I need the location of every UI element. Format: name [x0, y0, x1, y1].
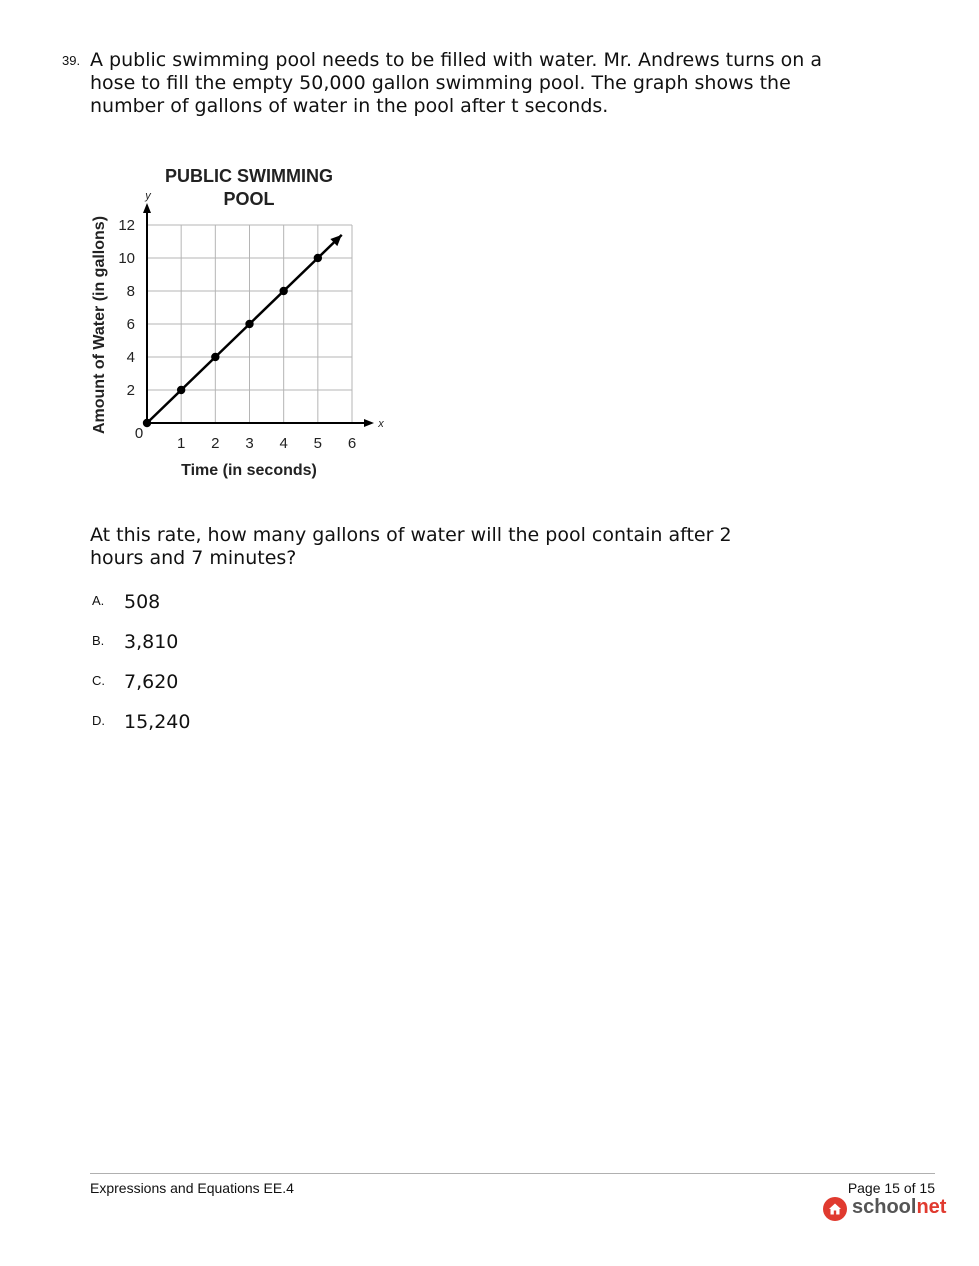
y-tick-label: 8: [126, 283, 135, 300]
x-tick-label: 6: [347, 435, 357, 452]
y-axis-letter: y: [145, 190, 151, 202]
x-tick-label: 5: [313, 435, 323, 452]
data-point: [177, 386, 185, 394]
x-tick-label: 3: [245, 435, 254, 452]
x-axis-letter: x: [378, 418, 384, 430]
question-number: 39.: [62, 53, 81, 68]
y-tick-label: 10: [118, 250, 135, 267]
pool-chart: [85, 155, 395, 495]
question-prompt: At this rate, how many gallons of water will the pool contain after 2 hours and 7 minutes?: [90, 524, 732, 569]
data-point: [279, 287, 287, 295]
choice-letter: D.: [92, 713, 105, 728]
series-line: [147, 235, 342, 423]
footer-divider: [90, 1173, 935, 1174]
choice-value: 508: [124, 591, 161, 613]
chart-title-line-1: PUBLIC SWIMMING: [165, 166, 333, 186]
y-tick-label: 12: [118, 217, 135, 234]
schoolnet-house-icon: [822, 1196, 848, 1222]
choice-value: 3,810: [124, 631, 179, 653]
chart-title-line-2: POOL: [223, 189, 275, 209]
footer-course-title: Expressions and Equations EE.4: [90, 1180, 294, 1196]
data-point: [211, 353, 219, 361]
logo-text-school: school: [852, 1196, 917, 1218]
origin-label: 0: [134, 425, 144, 442]
data-point: [245, 320, 253, 328]
y-tick-label: 6: [126, 316, 135, 333]
y-axis-label: Amount of Water (in gallons): [91, 215, 108, 435]
choice-letter: C.: [92, 673, 105, 688]
choice-letter: A.: [92, 593, 105, 608]
x-axis-arrow: [364, 419, 374, 427]
y-tick-label: 4: [126, 349, 135, 366]
question-text: A public swimming pool needs to be filled with water. Mr. Andrews turns on a hose to fill the empty 50,000 gallon swimming pool. The graph shows the number of gallons of water in the pool after t seconds.: [90, 49, 822, 117]
x-tick-label: 1: [176, 435, 186, 452]
choice-value: 15,240: [124, 711, 191, 733]
x-tick-label: 4: [279, 435, 288, 452]
choice-value: 7,620: [124, 671, 179, 693]
footer-page-number: Page 15 of 15: [847, 1180, 935, 1196]
schoolnet-wordmark: [852, 1196, 946, 1219]
choice-letter: B.: [92, 633, 105, 648]
y-axis-arrow: [143, 203, 151, 213]
x-tick-label: 2: [211, 435, 220, 452]
x-axis-label: Time (in seconds): [181, 462, 317, 479]
data-point: [143, 419, 151, 427]
data-point: [314, 254, 322, 262]
y-tick-label: 2: [126, 382, 135, 399]
logo-text-net: net: [916, 1196, 947, 1218]
